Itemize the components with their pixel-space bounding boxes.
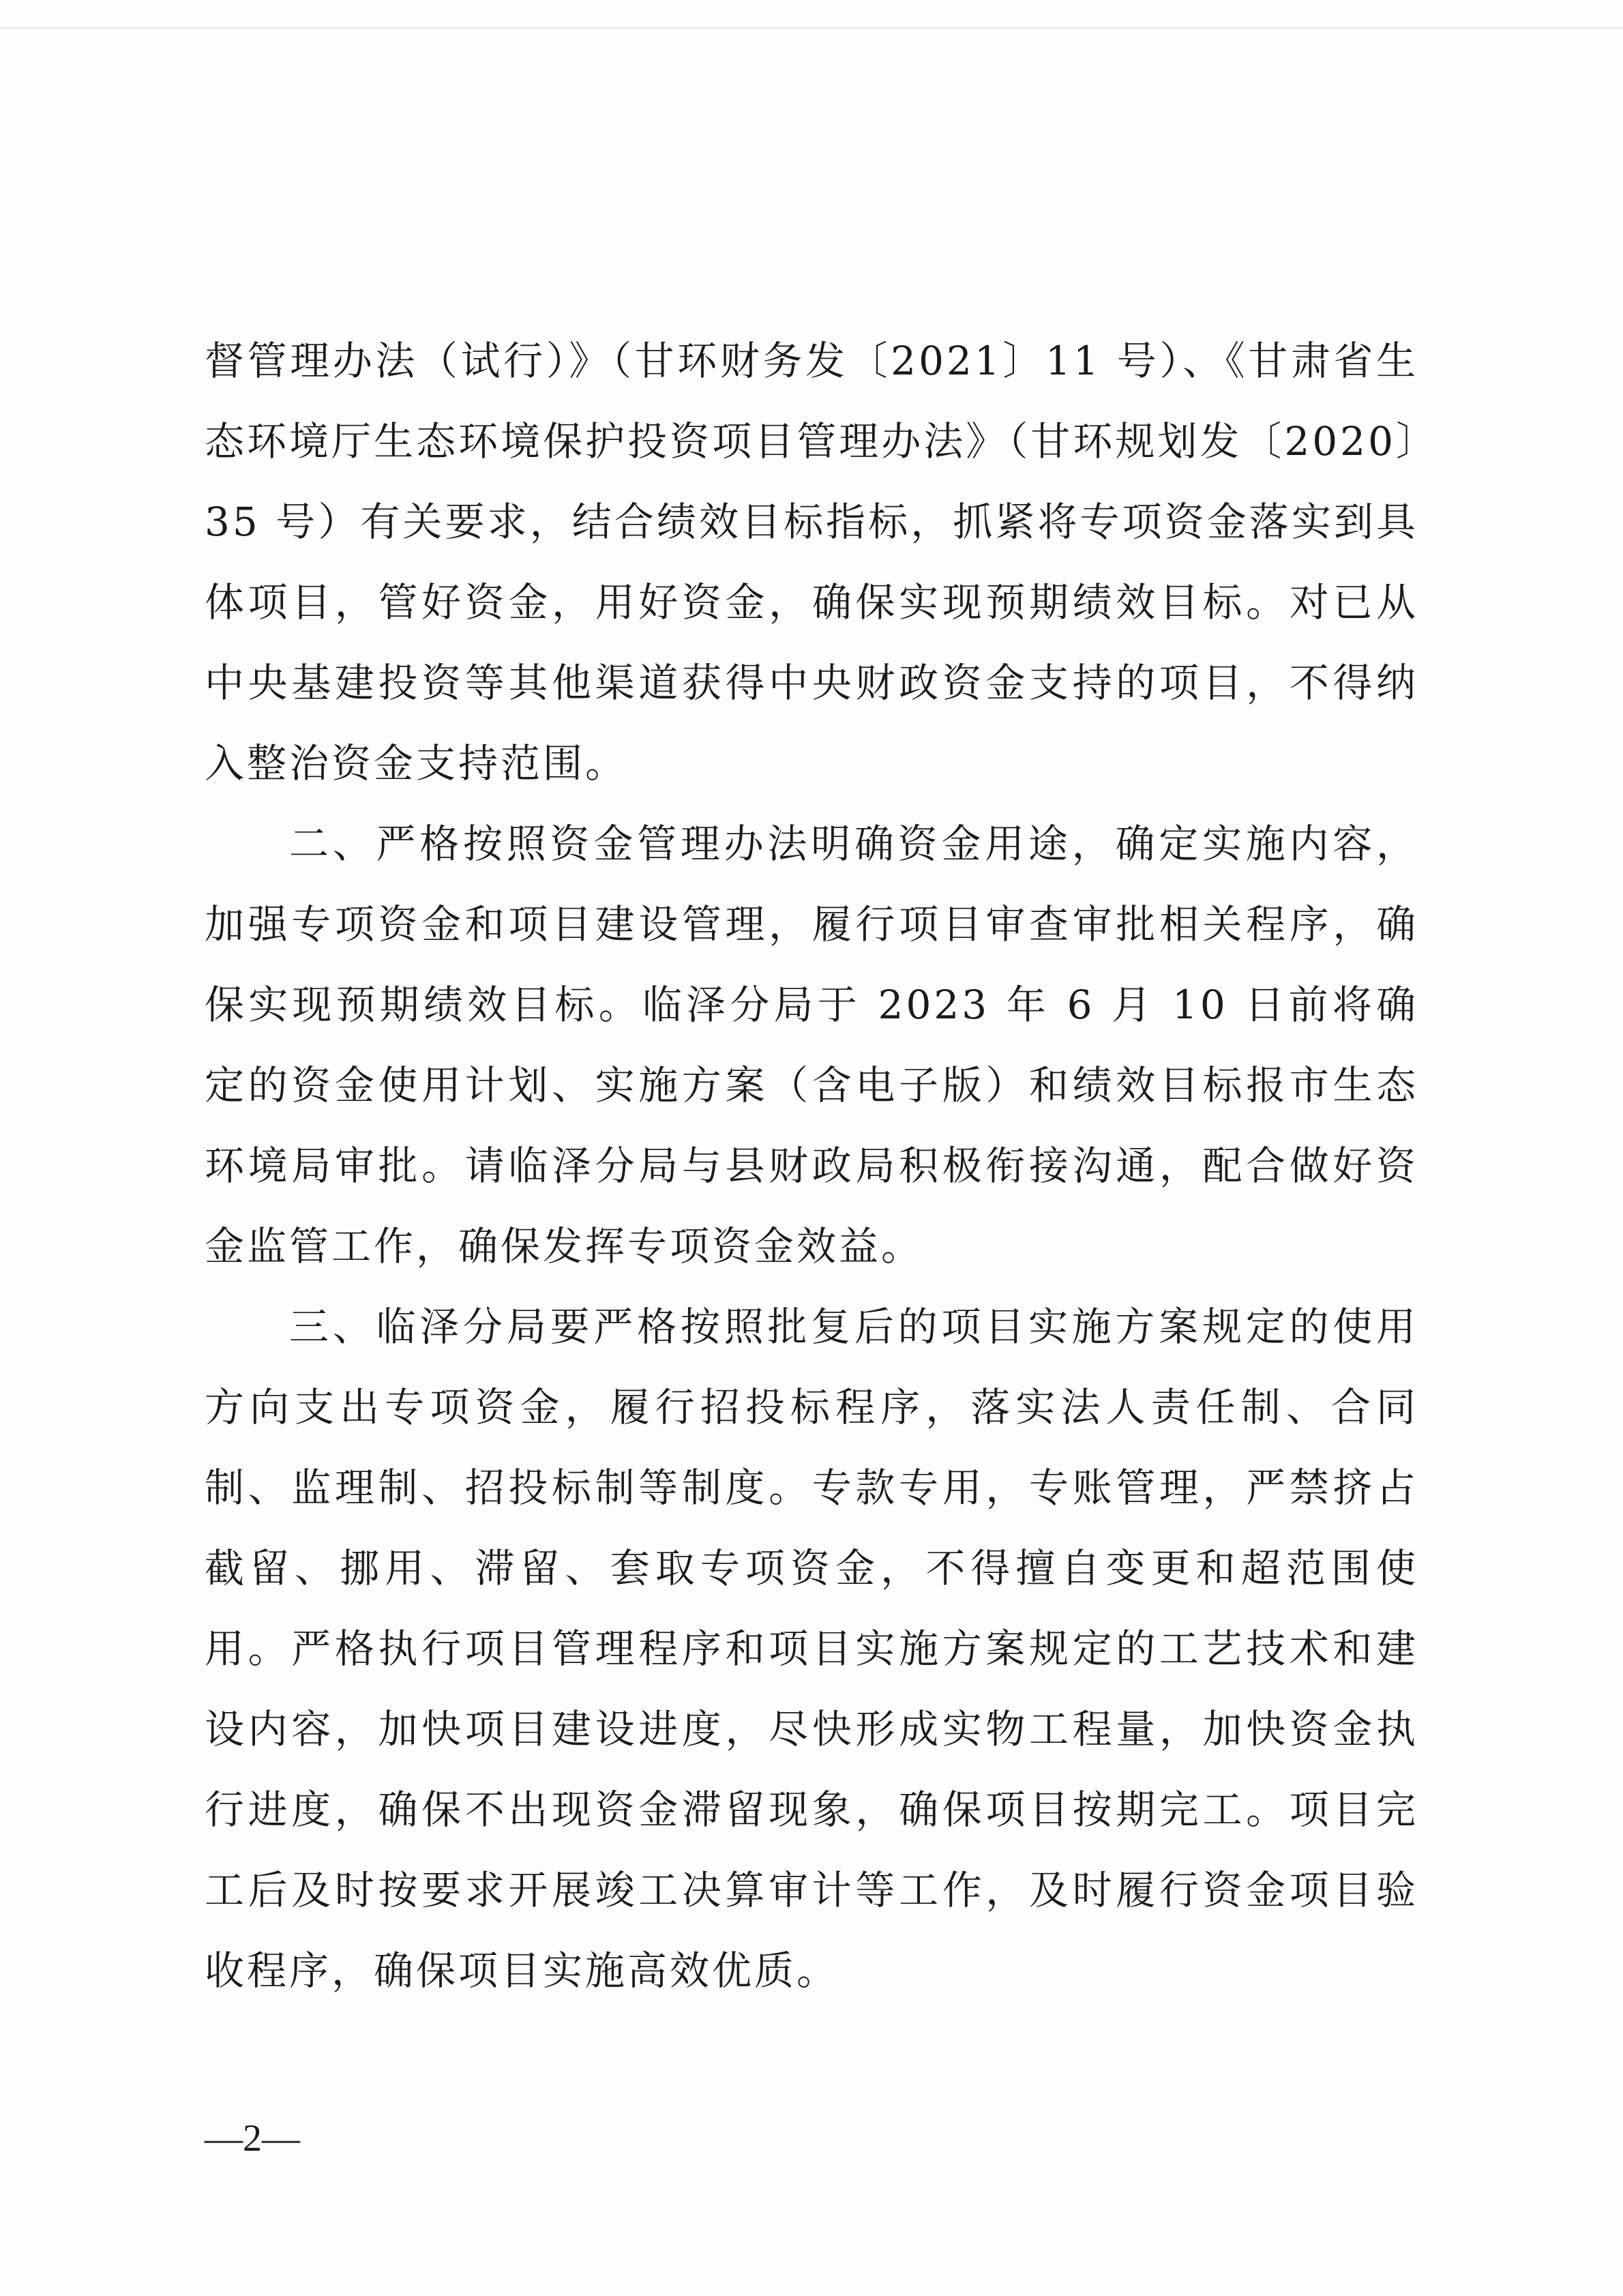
paragraph-item-three: 三、临泽分局要严格按照批复后的项目实施方案规定的使用方向支出专项资金，履行招投标程序，落实法人责任制、合同制、监理制、招投标制等制度。专款专用，专账管理，严禁挤占截留、挪用、滞留、套取专项资金，不得擅自变更和超范围使用。严格执行项目管理程序和项目实施方案规定的工艺技术和建设内容，加快项目建设进度，尽快形成实物工程量，加快资金执行进度，确保不出现资金滞留现象，确保项目按期完工。项目完工后及时按要求开展竣工决算审计等工作，及时履行资金项目验收程序，确保项目实施高效优质。 <box>205 1304 1418 1994</box>
document-body <box>205 321 1418 2011</box>
page-number: —2— <box>205 2117 300 2160</box>
paragraph-continuation: 督管理办法（试行）》（甘环财务发〔2021〕11 号）、《甘肃省生态环境厅生态环境保护投资项目管理办法》（甘环规划发〔2020〕35 号）有关要求，结合绩效目标指标，抓紧将专项资金落实到具体项目，管好资金，用好资金，确保实现预期绩效目标。对已从中央基建投资等其他渠道获得中央财政资金支持的项目，不得纳入整治资金支持范围。 <box>205 338 1418 786</box>
paragraph-item-two: 二、严格按照资金管理办法明确资金用途，确定实施内容，加强专项资金和项目建设管理，履行项目审查审批相关程序，确保实现预期绩效目标。临泽分局于 2023 年 6 月 10 日前将确定的资金使用计划、实施方案（含电子版）和绩效目标报市生态环境局审批。请临泽分局与县财政局积极衔接沟通，配合做好资金监管工作，确保发挥专项资金效益。 <box>205 821 1418 1269</box>
scan-edge-line <box>0 27 1623 29</box>
